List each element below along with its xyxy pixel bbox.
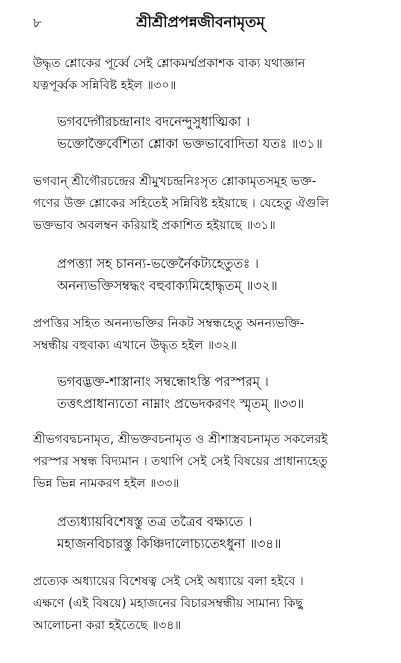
verse-line: তত্তৎপ্রাধান্যতো নাম্নাং প্রভেদকরণং স্মৃতম্ ॥৩৩॥ xyxy=(57,397,304,412)
sanskrit-verse xyxy=(57,254,401,298)
verse-line: প্রপত্ত্যা সহ চানন্য-ভক্তের্নৈকট্যহেতুতঃ । xyxy=(57,257,259,272)
verse-line: ভক্তোক্তৈর্বেশিতা শ্লোকা ভক্তভাবোদিতা যতঃ ॥৩১॥ xyxy=(57,137,323,152)
verse-line: অনন্যভক্তিসম্বদ্ধং বহুবাক্যমিহোদ্ধৃতম্ ॥৩২॥ xyxy=(57,279,278,294)
page-number: ৮ xyxy=(33,16,42,31)
text-line: ভগবান্ শ্রীগৌরচন্দ্রের শ্রীমুখচন্দ্রনিঃসৃত শ্লোকামৃতসমূহ ভক্ত- xyxy=(33,174,317,188)
verse-line: মহাজনবিচারস্তু কিঞ্চিদালোচ্যতেঽধুনা ॥৩৪॥ xyxy=(57,537,282,552)
text-line: প্রপত্তির সহিত অনন্যভক্তির নিকট সম্বন্ধহেতু অনন্যভক্তি- xyxy=(33,316,305,330)
text-line: এক্ষণে (এই বিষয়ে) মহাজনের বিচারসম্বন্ধীয় সামান্য কিছু xyxy=(33,596,304,610)
page-header xyxy=(0,10,401,34)
text-line: ভক্তভাব অবলম্বন করিয়াই প্রকাশিত হইয়াছে ॥৩১॥ xyxy=(33,218,276,232)
text-line: শ্রীভগবদ্বচনামৃত, শ্রীভক্তবচনামৃত ও শ্রীশাস্ত্রবচনামৃত সকলেরই xyxy=(33,432,328,446)
prose-paragraph xyxy=(33,312,378,356)
sanskrit-verse xyxy=(57,372,401,416)
verse-line: প্রত্যধ্যায়বিশেষস্তু তত্র তত্রৈব বক্ষ্যতে । xyxy=(57,515,253,530)
text-line: আলোচনা করা হইতেছে ॥৩৪॥ xyxy=(33,618,182,632)
text-line: গণের উক্ত শ্লোকের সহিতেই সন্নিবিষ্ট হইয়াছে । যেহেতু ঐগুলি xyxy=(33,196,329,210)
text-line: ভিন্ন ভিন্ন নামকরণ হইল ॥৩৩॥ xyxy=(33,476,180,490)
prose-paragraph xyxy=(33,52,378,96)
text-line: পরস্পর সম্বন্ধ বিদ্যমান । তথাপি সেই সেই বিষয়ের প্রাধান্যহেতু xyxy=(33,454,328,468)
page-title: শ্রীশ্রীপ্রপন্নজীবনামৃতম্ xyxy=(136,13,265,31)
text-line: যত্নপূর্ব্বক সন্নিবিষ্ট হইল ॥৩০॥ xyxy=(33,78,177,92)
text-line: প্রত্যেক অধ্যায়ের বিশেষত্ব সেই সেই অধ্যায়ে বলা হইবে । xyxy=(33,574,304,588)
prose-paragraph xyxy=(33,428,378,494)
verse-line: ভগবদ্ভক্ত-শাস্ত্রানাং সম্বন্ধোঽস্তি পরস্পরম্ । xyxy=(57,375,269,390)
text-line: সম্বন্ধীয় বহুবাক্য এখানে উদ্ধৃত হইল ॥৩২॥ xyxy=(33,338,237,352)
sanskrit-verse xyxy=(57,512,401,556)
prose-paragraph xyxy=(33,170,378,236)
text-line: উদ্ধৃত শ্লোকের পূর্ব্বে সেই শ্লোকমর্ম্মপ্রকাশক বাক্য যথাজ্ঞান xyxy=(33,56,306,70)
verse-line: ভগবদ্গৌরচন্দ্রানাং বদনেন্দুসুধাত্মিকা । xyxy=(57,115,250,130)
prose-paragraph xyxy=(33,570,378,636)
sanskrit-verse xyxy=(57,112,401,156)
